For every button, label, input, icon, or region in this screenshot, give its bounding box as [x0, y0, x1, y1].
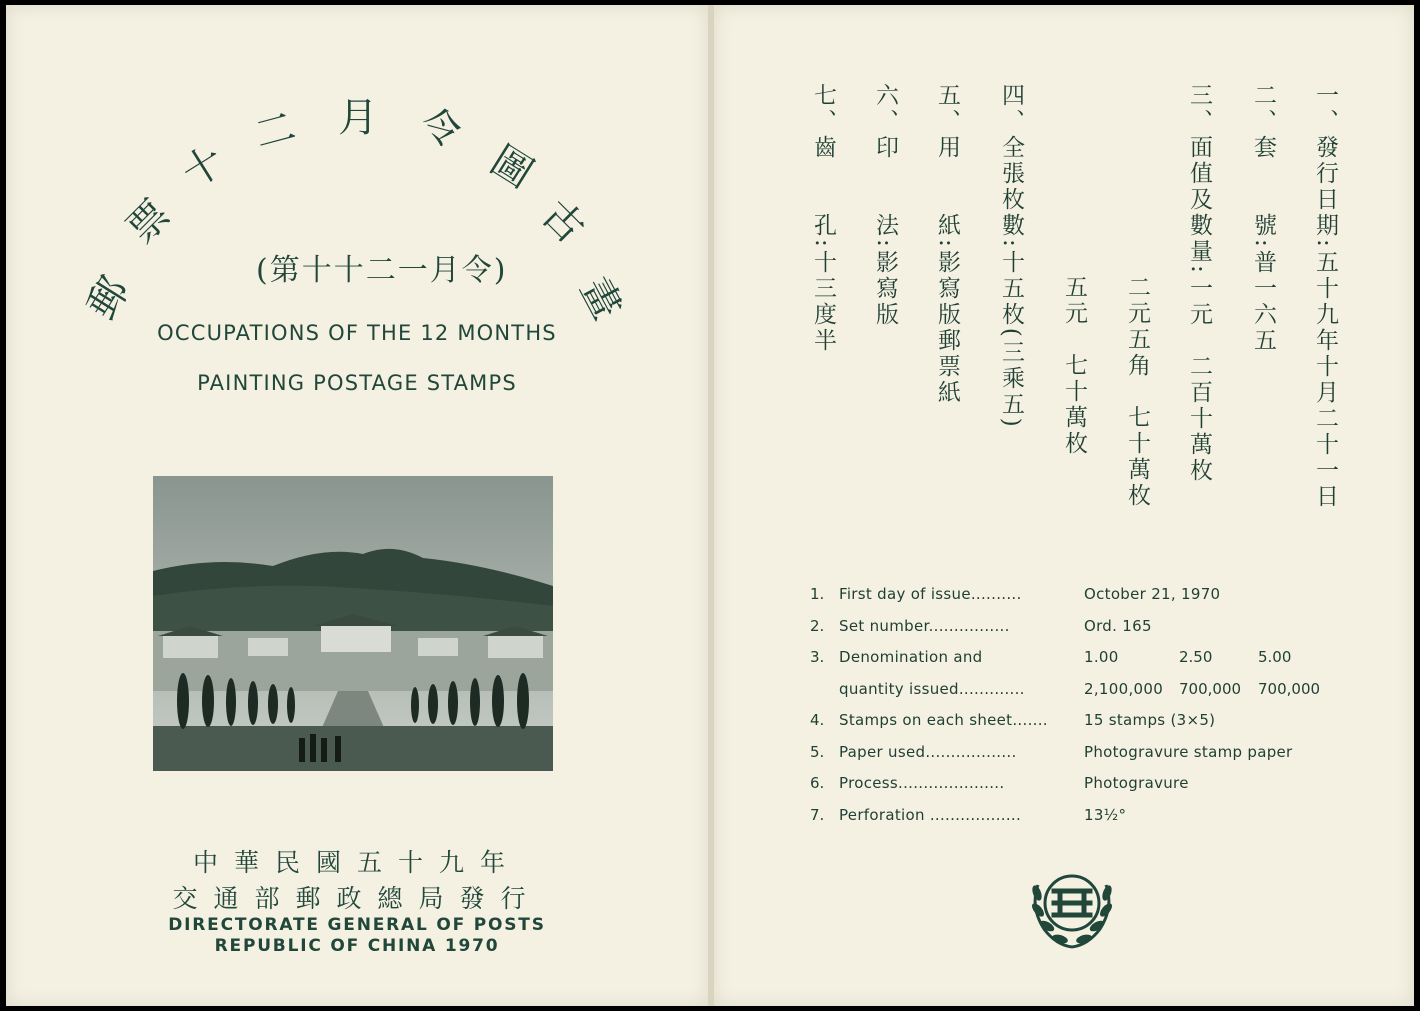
spec-row	[810, 705, 1370, 737]
spec-value: 1.00	[1084, 648, 1119, 666]
english-spec-list	[810, 579, 1370, 831]
spec-number: 3.	[810, 648, 825, 666]
arc-char-7: 圖	[482, 137, 541, 198]
spec-number: 1.	[810, 585, 825, 603]
arc-char-6: 令	[415, 101, 467, 157]
spec-row	[810, 737, 1370, 769]
right-page	[714, 5, 1414, 1006]
arc-char-3: 十	[174, 137, 233, 198]
spec-value-3: 700,000	[1258, 679, 1321, 698]
spec-value: 13½°	[1084, 805, 1127, 824]
spec-label: quantity issued.............	[839, 679, 1025, 698]
cn-item-5: 五、用 紙:影寫版郵票紙	[934, 83, 960, 406]
spec-number: 2.	[810, 616, 825, 635]
palace-photo-illustration	[153, 476, 553, 771]
spec-label: Process.....................	[839, 774, 1005, 792]
cn-item-7: 七、齒 孔:十三度半	[810, 83, 836, 354]
spec-row	[810, 800, 1370, 832]
spec-value: Ord. 165	[1084, 616, 1152, 635]
arc-char-1: 郵	[78, 269, 139, 328]
spec-value: Photogravure stamp paper	[1084, 742, 1293, 761]
spec-row	[810, 642, 1370, 674]
spec-value: October 21, 1970	[1084, 585, 1221, 603]
spec-label: Paper used..................	[839, 742, 1017, 761]
spec-label: Set number................	[839, 616, 1010, 635]
palace-museum-photo	[153, 476, 553, 771]
spec-label: Denomination and	[839, 648, 983, 666]
spec-value-3: 5.00	[1258, 648, 1292, 666]
cn-item-2: 二、套 號:普一六五	[1250, 83, 1276, 354]
spec-row	[810, 611, 1370, 643]
spec-number: 7.	[810, 805, 825, 824]
spec-value: 15 stamps (3×5)	[1084, 711, 1216, 729]
cn-item-3-row2: 二元五角 七十萬枚	[1124, 275, 1150, 509]
spec-value-2: 2.50	[1179, 648, 1213, 666]
spec-label: First day of issue..........	[839, 585, 1022, 603]
spec-label: Perforation ..................	[839, 805, 1022, 824]
spec-value: 2,100,000	[1084, 679, 1164, 698]
cn-item-3-row3: 五元 七十萬枚	[1061, 275, 1087, 457]
spec-row	[810, 579, 1370, 611]
spec-row	[810, 768, 1370, 800]
arc-char-2: 票	[118, 191, 180, 253]
cn-item-6: 六、印 法:影寫版	[872, 83, 898, 328]
cn-item-1: 一、發行日期:五十九年十月二十一日	[1312, 83, 1338, 510]
spec-label: Stamps on each sheet.......	[839, 711, 1048, 729]
arc-char-8: 古	[532, 191, 594, 253]
spec-value-2: 700,000	[1179, 679, 1242, 698]
arc-char-4: 二	[249, 103, 301, 159]
footer-chinese-line1: 中華民國五十九年	[192, 848, 521, 877]
spec-number: 6.	[810, 774, 825, 792]
footer-chinese-line2: 交通部郵政總局發行	[172, 884, 542, 913]
title-english-line2: PAINTING POSTAGE STAMPS	[197, 371, 517, 395]
cn-item-3: 三、面值及數量:一元 二百十萬枚	[1186, 83, 1212, 484]
footer-english-line1: DIRECTORATE GENERAL OF POSTS	[168, 915, 546, 935]
spec-number: 5.	[810, 742, 825, 761]
subtitle-chinese: (第十十二一月令)	[256, 253, 508, 288]
left-page	[6, 5, 708, 1006]
title-english-line1: OCCUPATIONS OF THE 12 MONTHS	[157, 321, 557, 345]
cn-item-4: 四、全張枚數:十五枚(三乘五)	[998, 83, 1024, 430]
spec-row	[810, 674, 1370, 706]
post-emblem-icon	[1020, 855, 1124, 955]
footer-english-line2: REPUBLIC OF CHINA 1970	[214, 936, 500, 956]
arc-char-5: 月	[338, 95, 378, 141]
spec-value: Photogravure	[1084, 774, 1189, 792]
arc-char-9: 畫	[570, 270, 631, 328]
spec-number: 4.	[810, 711, 825, 729]
